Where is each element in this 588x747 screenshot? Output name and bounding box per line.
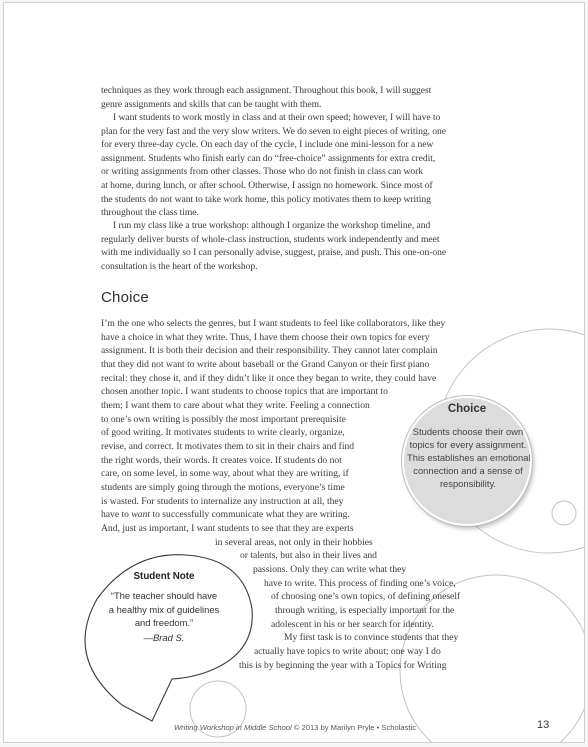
text-line [101, 508, 350, 522]
text-line: regularly deliver bursts of whole-class instruction, students work independently and meet [101, 233, 440, 245]
text-line: I run my class like a true workshop: although I organize the workshop timeline, and [113, 220, 431, 231]
text-line: passions. Only they can write what they [253, 564, 407, 575]
text-line: is wasted. For students to internalize any instruction at all, they [101, 496, 344, 507]
paragraph-2 [101, 111, 496, 220]
callout-line: responsibility. [439, 478, 497, 489]
text-line: for every three-day cycle. On each day of the cycle, I include one mini-lesson for a new [101, 139, 434, 151]
text-line: through writing, is especially important for the [275, 605, 455, 616]
text-line: assignment. Students who finish early can do “free-choice” assignments for extra credit, [101, 152, 436, 164]
text-line: at home, during lunch, or after school. Otherwise, I assign no homework. Since most of [101, 179, 433, 191]
book-page [3, 2, 585, 743]
student-note-author: —Brad S. [143, 632, 185, 643]
text-line: that they did not want to write about baseball or the Grand Canyon or their first piano [101, 359, 430, 370]
callout-line: This establishes an emotional [407, 452, 531, 463]
text-line: have a choice in what they write. Thus, I have them choose their own topics for every [101, 332, 430, 343]
text-line: consultation is the heart of the workshop. [101, 260, 258, 272]
callout-line: connection and a sense of [413, 465, 523, 476]
text-line: My first task is to convince students that they [284, 632, 459, 643]
quote-line: “The teacher should have [110, 590, 218, 601]
text-line: or talents, but also in their lives and [240, 550, 377, 561]
text-line: the students do not want to take work home, this policy motivates them to keep writing [101, 193, 431, 205]
text-run: to successfully communicate what they are writing. [150, 509, 350, 520]
text-line: with me individually so I can personally advise, suggest, praise, and push. This one-on-one [101, 247, 447, 259]
text-line: them; I want them to care about what they write. Feeling a connection [101, 400, 370, 411]
text-line: throughout the class time. [101, 207, 199, 219]
text-line: plan for the very fast and the very slow writers. We do seven to eight pieces of writing, one [101, 125, 447, 137]
text-line: students are simply going through the motions, everyone’s time [101, 482, 345, 493]
section-heading: Choice [101, 289, 149, 306]
callout-line: topics for every assignment. [409, 439, 527, 450]
student-note-quote [99, 589, 229, 630]
text-line: I’m the one who selects the genres, but I want students to feel like collaborators, like they [101, 318, 446, 329]
footer-copyright: © 2013 by Marilyn Pryle • Scholastic [291, 723, 417, 732]
text-line: the right words, their words. It creates voice. If students do not [101, 455, 342, 466]
text-line: revise, and correct. It motivates them to sit in their chairs and find [101, 441, 355, 452]
quote-line: and freedom.” [134, 617, 194, 629]
text-line: chosen another topic. I want students to choose topics that are important to [101, 386, 388, 397]
text-line: of choosing one’s own topics, of defining oneself [271, 591, 461, 602]
text-line: recital: they chose it, and if they didn’t like it once they began to write, they could have [101, 373, 437, 384]
page-footer [4, 723, 585, 732]
page-number: 13 [537, 719, 550, 731]
text-line: I want students to work mostly in class and at their own speed; however, I will have to [113, 112, 441, 123]
text-line: actually have topics to write about; one way I do [254, 646, 441, 657]
text-line: this is by beginning the year with a Topics for Writing [239, 660, 447, 671]
text-line: genre assignments and skills that can be taught with them. [101, 98, 322, 110]
callout-title: Choice [447, 403, 487, 415]
callout-text [407, 425, 529, 490]
text-run: have to [101, 509, 132, 520]
student-note-title: Student Note [133, 571, 195, 582]
text-line: to one’s own writing is possibly the most important prerequisite [101, 414, 346, 425]
deco-small-circle [552, 501, 576, 525]
text-line: And, just as important, I want students to see that they are experts [101, 523, 354, 534]
quote-line: a healthy mix of guidelines [108, 603, 220, 615]
text-line: adolescent in his or her search for identity. [271, 619, 434, 630]
text-line: or writing assignments from other classes. Those who do not finish in class can work [101, 166, 424, 178]
text-line: of good writing. It motivates students to write clearly, organize, [101, 427, 345, 438]
emphasis-word: want [131, 509, 151, 520]
paragraph-3 [101, 219, 496, 273]
text-line: in several areas, not only in their hobbies [215, 537, 373, 548]
footer-book-title: Writing Workshop in Middle School [173, 723, 292, 732]
paragraph-1 [101, 84, 496, 111]
text-line: techniques as they work through each assignment. Throughout this book, I will suggest [101, 85, 432, 96]
text-line: assignment. It is both their decision and their responsibility. They cannot later complain [101, 345, 438, 356]
callout-line: Students choose their own [412, 426, 524, 437]
text-line: have to write. This process of finding one’s voice, [264, 578, 456, 589]
text-line: care, on some level, in some way, about what they are writing, if [101, 468, 349, 479]
